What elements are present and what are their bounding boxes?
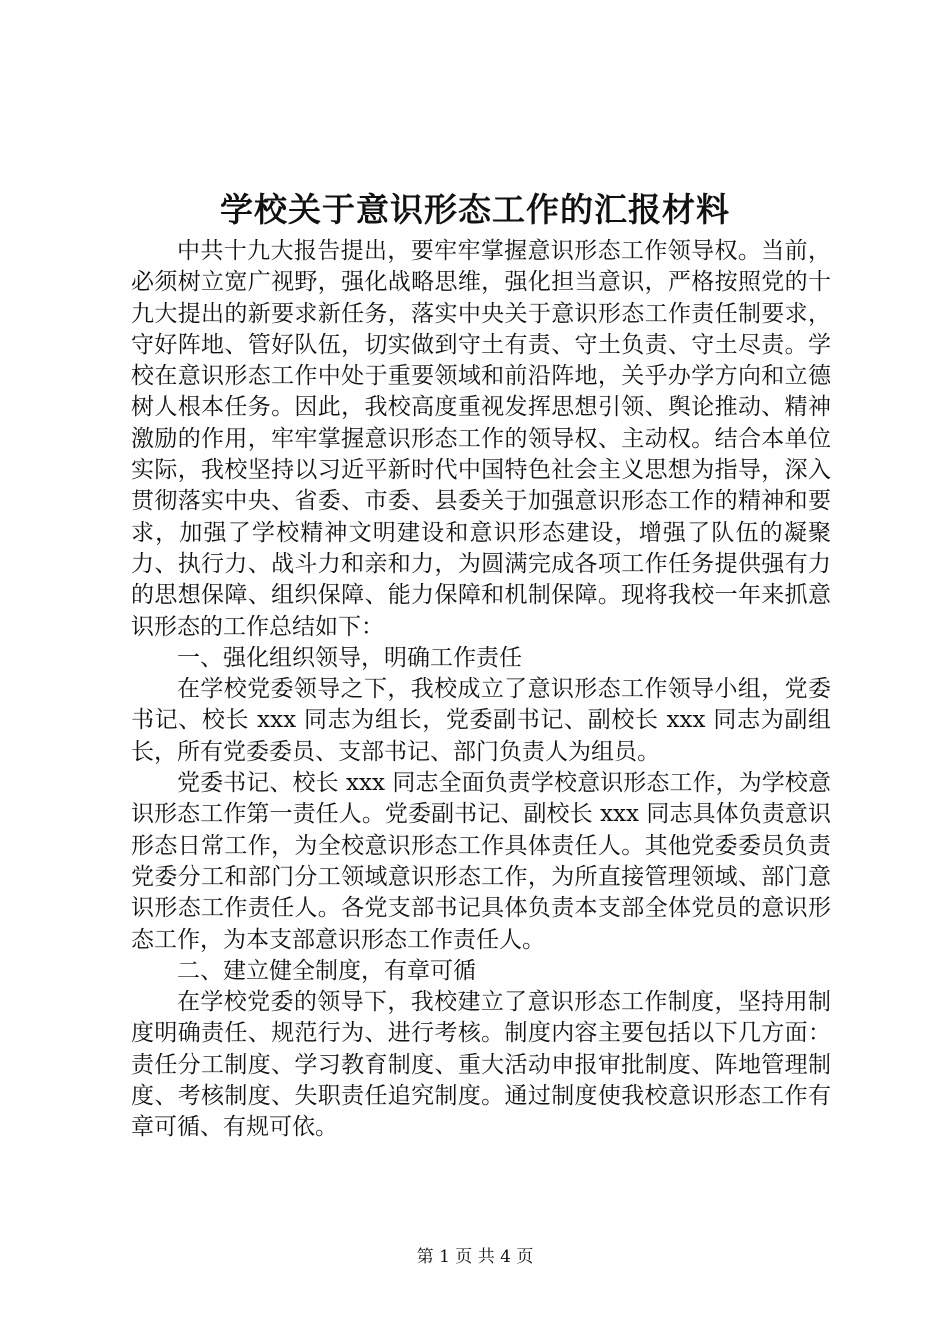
document-title: 学校关于意识形态工作的汇报材料 <box>220 190 730 229</box>
section-heading-2: 二、建立健全制度，有章可循 <box>177 957 476 984</box>
page-footer: 第 1 页 共 4 页 <box>416 1247 534 1267</box>
paragraph-leading-group: 在学校党委领导之下，我校成立了意识形态工作领导小组，党委书记、校长 xxx 同志为组长，党委副书记、副校长 xxx 同志为副组长，所有党委委员、支部书记、部门负责人为组员。 <box>131 676 831 765</box>
paragraph-systems: 在学校党委的领导下，我校建立了意识形态工作制度，坚持用制度明确责任、规范行为、进行考核。制度内容主要包括以下几方面：责任分工制度、学习教育制度、重大活动申报审批制度、阵地管理制度、考核制度、失职责任追究制度。通过制度使我校意识形态工作有章可循、有规可依。 <box>131 989 831 1141</box>
document-body <box>131 236 831 1144</box>
paragraph-responsibilities: 党委书记、校长 xxx 同志全面负责学校意识形态工作，为学校意识形态工作第一责任人。党委副书记、副校长 xxx 同志具体负责意识形态日常工作，为全校意识形态工作具体责任人。其他党委委员负责党委分工和部门分工领域意识形态工作，为所直接管理领域、部门意识形态工作责任人。各党支部书记具体负责本支部全体党员的意识形态工作，为本支部意识形态工作责任人。 <box>131 770 831 953</box>
section-heading-1: 一、强化组织领导，明确工作责任 <box>177 644 522 671</box>
paragraph-intro: 中共十九大报告提出，要牢牢掌握意识形态工作领导权。当前，必须树立宽广视野，强化战略思维，强化担当意识，严格按照党的十九大提出的新要求新任务，落实中央关于意识形态工作责任制要求，守好阵地、管好队伍，切实做到守土有责、守土负责、守土尽责。学校在意识形态工作中处于重要领域和前沿阵地，关乎办学方向和立德树人根本任务。因此，我校高度重视发挥思想引领、舆论推动、精神激励的作用，牢牢掌握意识形态工作的领导权、主动权。结合本单位实际，我校坚持以习近平新时代中国特色社会主义思想为指导，深入贯彻落实中央、省委、市委、县委关于加强意识形态工作的精神和要求，加强了学校精神文明建设和意识形态建设，增强了队伍的凝聚力、执行力、战斗力和亲和力，为圆满完成各项工作任务提供强有力的思想保障、组织保障、能力保障和机制保障。现将我校一年来抓意识形态的工作总结如下： <box>131 238 831 640</box>
